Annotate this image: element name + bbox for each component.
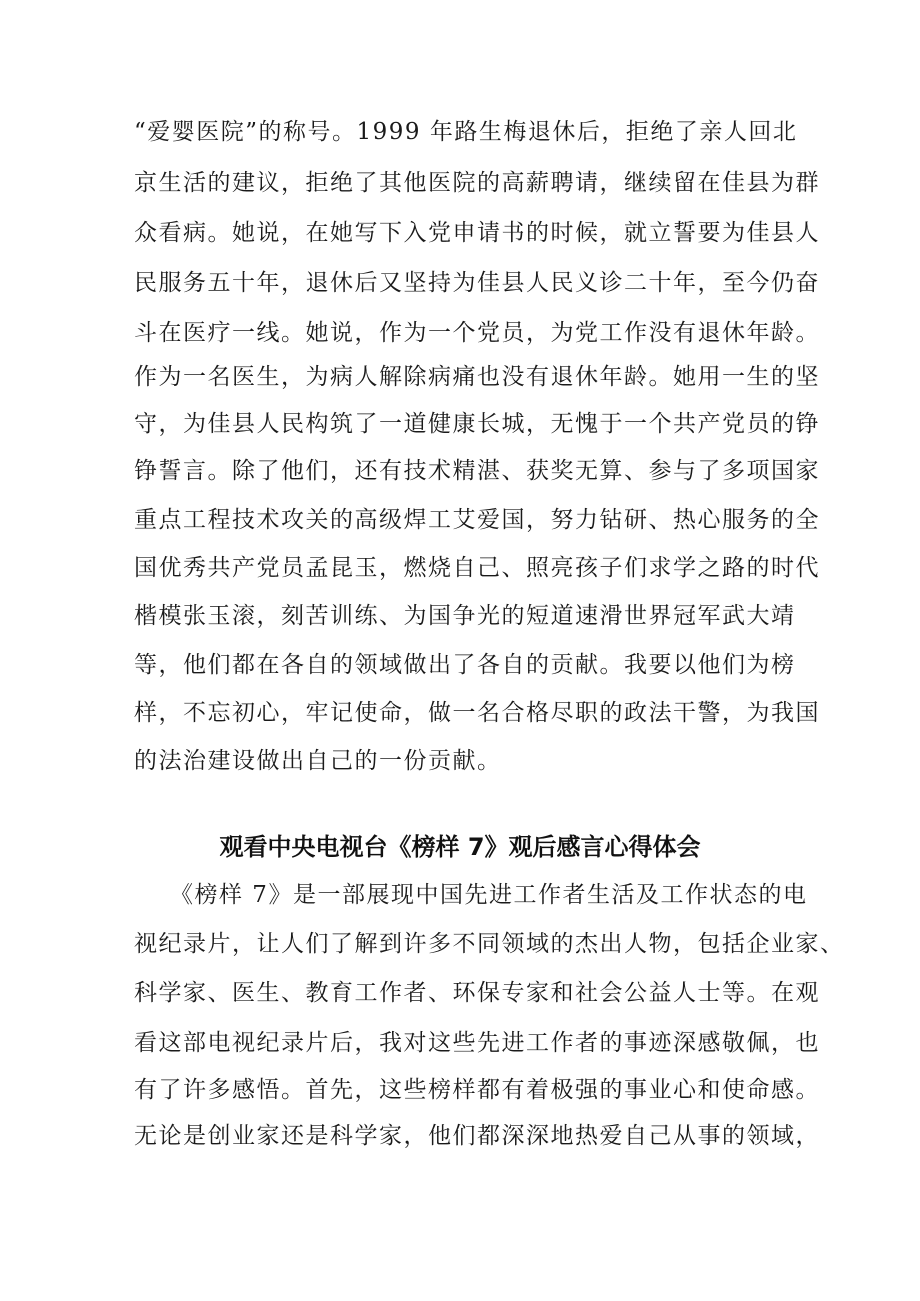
- paragraph-line: 楷模张玉滚，刻苦训练、为国争光的短道速滑世界冠军武大靖: [134, 603, 796, 629]
- paragraph-line: 等，他们都在各自的领域做出了各自的贡献。我要以他们为榜: [134, 652, 796, 678]
- paragraph-line: 科学家、医生、教育工作者、环保专家和社会公益人士等。在观: [134, 980, 820, 1006]
- paragraph-line: 样，不忘初心，牢记使命，做一名合格尽职的政法干警，为我国: [134, 700, 820, 726]
- paragraph-line: 《榜样 7》是一部展现中国先进工作者生活及工作状态的电: [170, 882, 808, 908]
- paragraph-line: 众看病。她说，在她写下入党申请书的时候，就立誓要为佳县人: [134, 220, 820, 246]
- paragraph-line: 重点工程技术攻关的高级焊工艾爱国，努力钻研、热心服务的全: [134, 507, 820, 533]
- paragraph-line: 守，为佳县人民构筑了一道健康长城，无愧于一个共产党员的铮: [134, 411, 820, 437]
- paragraph-line: 有了许多感悟。首先，这些榜样都有着极强的事业心和使命感。: [134, 1077, 820, 1103]
- paragraph-line: 作为一名医生，为病人解除病痛也没有退休年龄。她用一生的坚: [134, 364, 820, 390]
- paragraph-line: “爱婴医院”的称号。1999 年路生梅退休后，拒绝了亲人回北: [134, 119, 798, 145]
- paragraph-line: 无论是创业家还是科学家，他们都深深地热爱自己从事的领域，: [134, 1123, 820, 1149]
- section-title: 观看中央电视台《榜样 7》观后感言心得体会: [219, 833, 701, 861]
- paragraph-line: 京生活的建议，拒绝了其他医院的高薪聘请，继续留在佳县为群: [134, 170, 820, 196]
- paragraph-line: 的法治建设做出自己的一份贡献。: [134, 748, 502, 774]
- paragraph-line: 斗在医疗一线。她说，作为一个党员，为党工作没有退休年龄。: [134, 320, 820, 346]
- paragraph-line: 铮誓言。除了他们，还有技术精湛、获奖无算、参与了多项国家: [134, 458, 820, 484]
- paragraph-line: 民服务五十年，退休后又坚持为佳县人民义诊二十年，至今仍奋: [134, 270, 820, 296]
- paragraph-line: 看这部电视纪录片后，我对这些先进工作者的事迹深感敬佩，也: [134, 1030, 820, 1056]
- paragraph-line: 国优秀共产党员孟昆玉，燃烧自己、照亮孩子们求学之路的时代: [134, 555, 820, 581]
- paragraph-line: 视纪录片，让人们了解到许多不同领域的杰出人物，包括企业家、: [134, 931, 845, 957]
